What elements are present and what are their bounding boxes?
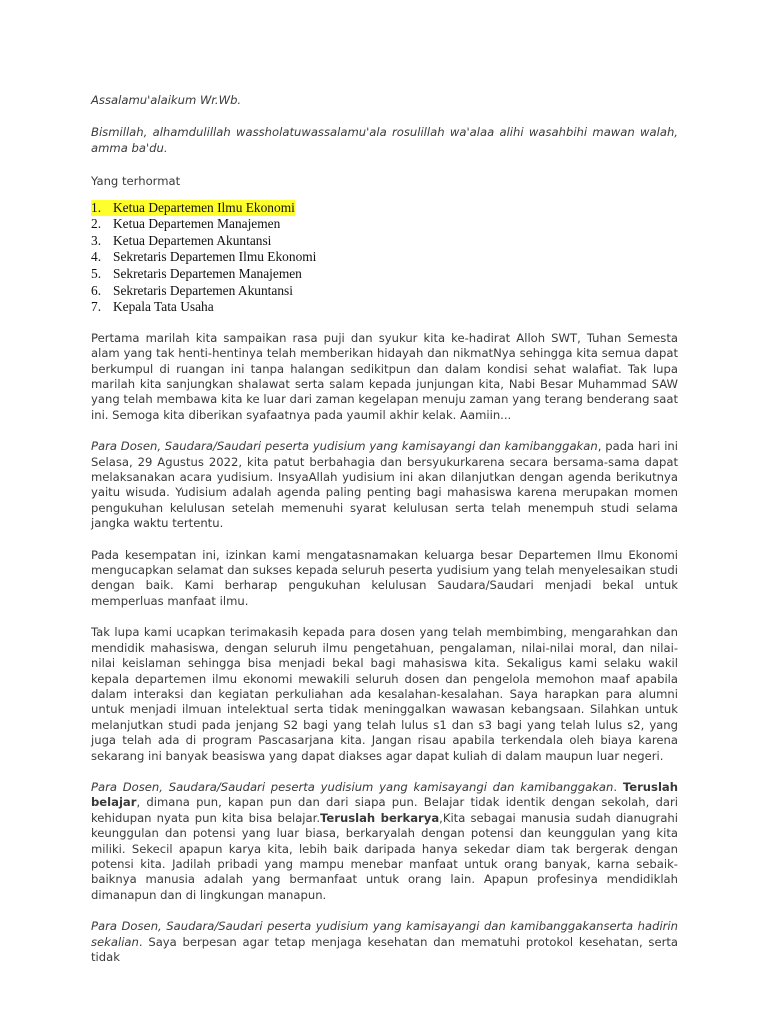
list-label: Kepala Tata Usaha <box>113 299 214 315</box>
paragraph-thanks-lecturers: Tak lupa kami ucapkan terimakasih kepada para dosen yang telah membimbing, mengarahkan dan mendidik mahasiswa, dengan seluruh ilmu pengetahuan, pengalaman, nilai-nilai moral, dan nilai-nilai keislaman sehingga bisa menjadi bekal bagi mahasiswa kita. Sekaligus kami selaku wakil kepala departemen ilmu ekonomi mewakili seluruh dosen dan pengelola memohon maaf apabila dalam interaksi dan kegiatan perkuliahan ada kesalahan-kesalahan. Saya harapkan para alumni untuk menjadi ilmuan intelektual serta tidak meninggalkan wawasan kebangsaan. Silahkan untuk melanjutkan studi pada jenjang S2 bagi yang telah lulus s1 dan s3 bagi yang telah lulus s2, yang juga telah ada di program Pascasarjana kita. Jangan risau apabila terkendala oleh biaya karena sekarang ini banyak beasiswa yang dapat diakses agar dapat kuliah di dalam maupun luar negeri. <box>91 625 678 763</box>
list-label: Ketua Departemen Manajemen <box>113 216 281 232</box>
list-item <box>91 266 678 283</box>
list-label: Ketua Departemen Akuntansi <box>113 232 272 248</box>
list-label: Sekretaris Departemen Ilmu Ekonomi <box>113 249 317 265</box>
list-number: 4. <box>91 249 102 265</box>
basmalah-line: Bismillah, alhamdulillah wassholatuwassalamu'ala rosulillah wa'alaa alihi wasahbihi mawan walah, amma ba'du. <box>91 125 678 155</box>
address-phrase: Para Dosen, Saudara/Saudari peserta yudisium yang kamisayangi dan kamibanggakan <box>91 779 614 794</box>
list-item <box>91 283 678 300</box>
paragraph-body: . Saya berpesan agar tetap menjaga kesehatan dan mematuhi protokol kesehatan, serta tidak <box>91 934 678 964</box>
message-keep-learning: Teruslah belajar <box>91 779 678 810</box>
message-keep-creating: Teruslah berkarya <box>320 810 440 825</box>
paragraph-body: , pada hari ini Selasa, 29 Agustus 2022, kita patut berbahagia dan bersyukurkarena secara bersama-sama dapat melaksanakan acara yudisium. InsyaAllah yudisium ini akan dilanjutkan dengan agenda berikutnya yaitu wisuda. Yudisium adalah agenda paling penting bagi mahasiswa karena merupakan momen pengukuhan kelulusan setelah memenuhi syarat kelulusan serta telah menempuh studi selama jangka waktu tertentu. <box>91 439 678 531</box>
list-label: Ketua Departemen Ilmu Ekonomi <box>113 199 295 215</box>
list-item <box>91 200 678 217</box>
list-item <box>91 299 678 316</box>
paragraph-keep-learning <box>91 780 678 903</box>
paragraph-health-message <box>91 919 678 965</box>
address-phrase: Para Dosen, Saudara/Saudari peserta yudisium yang kamisayangi dan kamibanggakan <box>91 439 598 454</box>
paragraph-gratitude: Pertama marilah kita sampaikan rasa puji dan syukur kita ke-hadirat Alloh SWT, Tuhan Semesta alam yang tak henti-hentinya telah memberikan hidayah dan nikmatNya sehingga kita semua dapat berkumpul di ruangan ini tanpa halangan sedikitpun dan dalam kondisi sehat walafiat. Tak lupa marilah kita sanjungkan shalawat serta salam kepada junjungan kita, Nabi Besar Muhammad SAW yang telah membawa kita ke luar dari zaman kegelapan menuju zaman yang terang benderang saat ini. Semoga kita diberikan syafaatnya pada yaumil akhir kelak. Aamiin... <box>91 330 678 422</box>
paragraph-yudisium-date <box>91 439 678 531</box>
document-page <box>91 93 678 981</box>
list-number: 3. <box>91 232 102 248</box>
list-number: 2. <box>91 216 102 232</box>
list-label: Sekretaris Departemen Akuntansi <box>113 282 293 298</box>
address-phrase: Para Dosen, Saudara/Saudari peserta yudisium yang kamisayangi dan kamibanggakanserta hadirin sekalian <box>91 919 678 949</box>
list-number: 7. <box>91 299 102 315</box>
paragraph-body: ,Kita sebagai manusia sudah dianugrahi keunggulan dan potensi yang luar biasa, berkaryalah dengan potensi dan keunggulan yang kita miliki. Sekecil apapun karya kita, lebih baik daripada hanya sekedar diam tak bergerak dengan potensi kita. Jadilah pribadi yang mampu menebar manfaat untuk orang banyak, karna sebaik-baiknya manusia adalah yang bermanfaat untuk orang lain. Apapun profesinya mendidiklah dimanapun dan di lingkungan manapun. <box>91 810 678 902</box>
period-separator: . <box>613 779 623 794</box>
paragraph-body: , dimana pun, kapan pun dan dari siapa pun. Belajar tidak identik dengan sekolah, dari kehidupan nyata pun kita bisa belajar. <box>91 795 678 825</box>
list-number: 6. <box>91 282 102 298</box>
list-number: 1. <box>91 200 113 217</box>
addressee-list <box>91 200 678 316</box>
list-number: 5. <box>91 266 102 281</box>
opening-salutation: Assalamu'alaikum Wr.Wb. <box>91 93 242 107</box>
list-item <box>91 216 678 233</box>
paragraph-congratulations: Pada kesempatan ini, izinkan kami mengatasnamakan keluarga besar Departemen Ilmu Ekonomi mengucapkan selamat dan sukses kepada seluruh peserta yudisium yang telah menyelesaikan studi dengan baik. Kami berharap pengukuhan kelulusan Saudara/Saudari menjadi bekal untuk memperluas manfaat ilmu. <box>91 547 678 608</box>
list-item <box>91 233 678 250</box>
list-label: Sekretaris Departemen Manajemen <box>113 266 302 281</box>
addressee-heading: Yang terhormat <box>91 174 181 189</box>
list-item <box>91 249 678 266</box>
